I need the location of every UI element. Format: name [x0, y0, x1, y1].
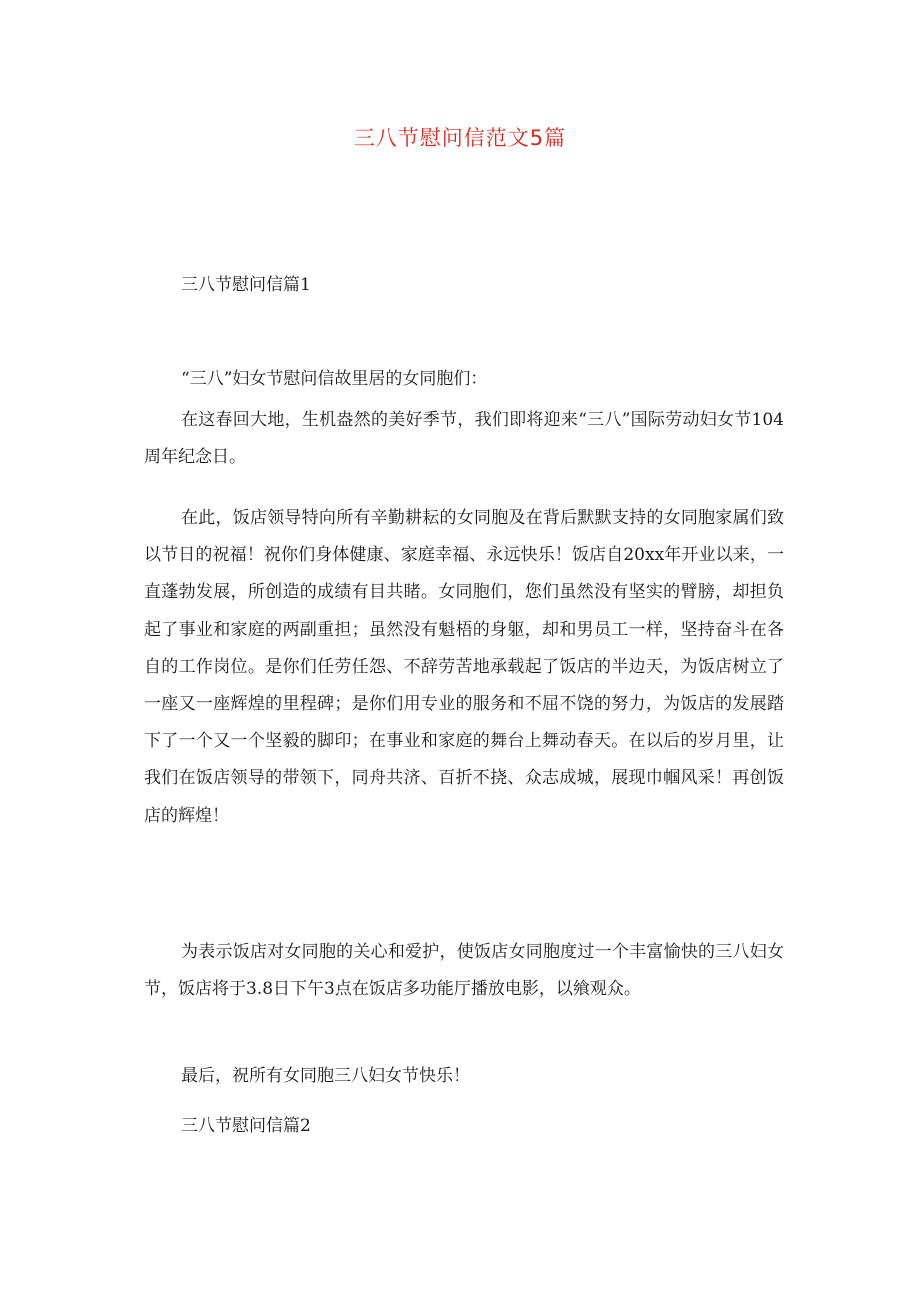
document-title: 三八节慰问信范文5篇 — [353, 126, 567, 150]
paragraph-event: 为表示饭店对女同胞的关心和爱护，使饭店女同胞度过一个丰富愉快的三八妇女节，饭店将于3.8日下午3点在饭店多功能厅播放电影，以飨观众。 — [144, 942, 784, 1000]
paragraph-intro: 在这春回大地，生机盎然的美好季节，我们即将迎来“三八”国际劳动妇女节104周年纪念日。 — [144, 410, 784, 468]
section-heading-1: 三八节慰问信篇1 — [181, 275, 311, 295]
paragraph-main: 在此，饭店领导特向所有辛勤耕耘的女同胞及在背后默默支持的女同胞家属们致以节日的祝福！祝你们身体健康、家庭幸福、永远快乐！饭店自20xx年开业以来，一直蓬勃发展，所创造的成绩有目共睹。女同胞们，您们虽然没有坚实的臂膀，却担负起了事业和家庭的两副重担；虽然没有魁梧的身躯，却和男员工一样，坚持奋斗在各自的工作岗位。是你们任劳任怨、不辞劳苦地承载起了饭店的半边天，为饭店树立了一座又一座辉煌的里程碑；是你们用专业的服务和不屈不饶的努力，为饭店的发展踏下了一个又一个坚毅的脚印；在事业和家庭的舞台上舞动春天。在以后的岁月里，让我们在饭店领导的带领下，同舟共济、百折不挠、众志成城，展现巾帼风采！再创饭店的辉煌！ — [144, 508, 784, 826]
greeting-line: “三八”妇女节慰问信故里居的女同胞们： — [181, 369, 488, 389]
paragraph-closing: 最后，祝所有女同胞三八妇女节快乐！ — [181, 1066, 470, 1086]
section-heading-2: 三八节慰问信篇2 — [181, 1116, 311, 1136]
